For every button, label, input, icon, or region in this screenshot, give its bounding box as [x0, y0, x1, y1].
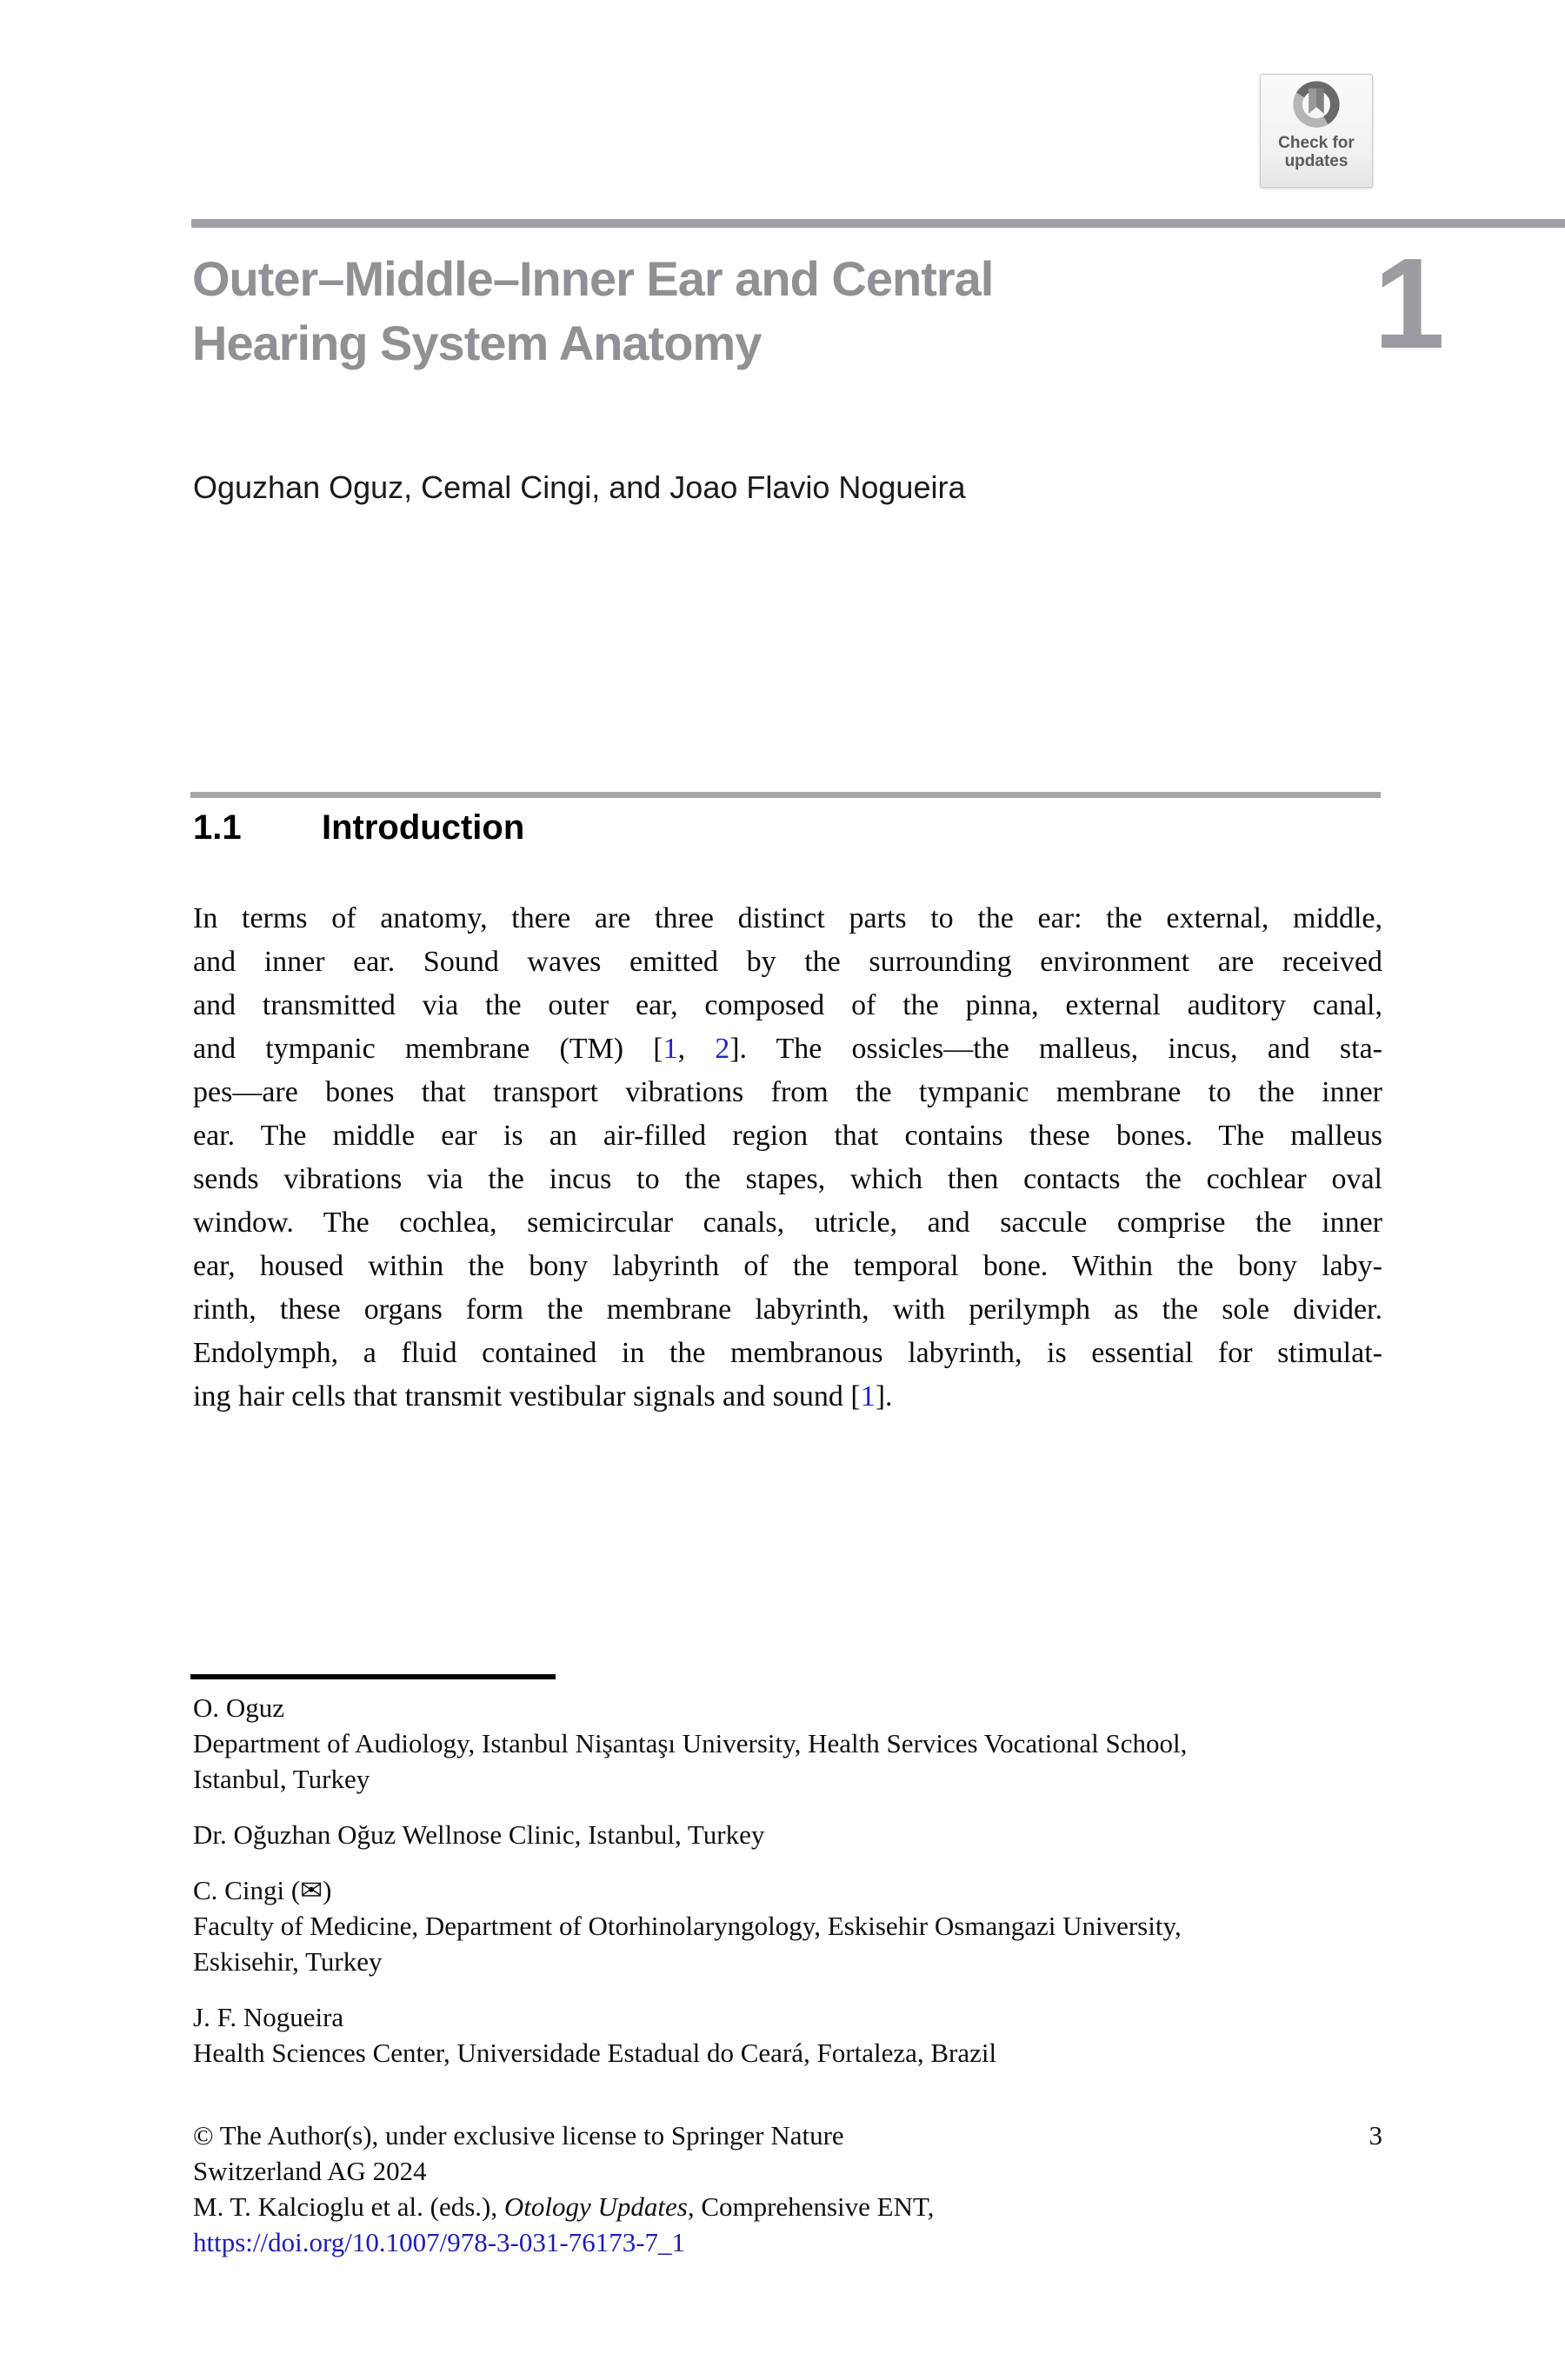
body-line: In terms of anatomy, there are three distinct parts to the ear: the external, middle,	[193, 902, 1382, 934]
affiliation-line: Health Sciences Center, Universidade Estadual do Ceará, Fortaleza, Brazil	[193, 2038, 997, 2068]
body-line: Endolymph, a fluid contained in the membranous labyrinth, is essential for stimulat-	[193, 1337, 1382, 1369]
affiliation-line: Eskisehir, Turkey	[193, 1946, 383, 1977]
chapter-title-line2: Hearing System Anatomy	[192, 316, 762, 370]
body-line: window. The cochlea, semicircular canals, utricle, and saccule comprise the inner	[193, 1207, 1382, 1239]
body-line: pes—are bones that transport vibrations from the tympanic membrane to the inner	[193, 1076, 1382, 1108]
section-rule	[190, 792, 1381, 798]
section-heading	[193, 808, 524, 848]
body-line	[193, 1027, 1382, 1071]
section-title: Introduction	[322, 808, 525, 847]
doi-link[interactable]: https://doi.org/10.1007/978-3-031-76173-7_1	[193, 2227, 686, 2257]
affiliation-line: Department of Audiology, Istanbul Nişantaşı University, Health Services Vocational School,	[193, 1728, 1188, 1758]
affiliation-author-name	[193, 1872, 1382, 1908]
chapter-title-line1: Outer–Middle–Inner Ear and Central	[192, 251, 994, 306]
body-line	[193, 1375, 1382, 1419]
body-line: ear, housed within the bony labyrinth of the temporal bone. Within the bony laby-	[193, 1250, 1382, 1282]
check-for-updates-badge[interactable]	[1260, 74, 1373, 188]
author-affiliations	[193, 1690, 1382, 2091]
citation-ref-2[interactable]: 2	[715, 1033, 730, 1065]
check-for-updates-icon	[1289, 79, 1343, 133]
chapter-authors: Oguzhan Oguz, Cemal Cingi, and Joao Flavio Nogueira	[193, 469, 966, 505]
copyright-line1: © The Author(s), under exclusive license to Springer Nature	[193, 2120, 844, 2151]
affiliation-nogueira	[193, 1999, 1382, 2071]
copyright-line2: Switzerland AG 2024	[193, 2156, 427, 2186]
footnote-rule	[190, 1674, 556, 1679]
body-line: rinth, these organs form the membrane labyrinth, with perilymph as the sole divider.	[193, 1293, 1382, 1326]
body-line: sends vibrations via the incus to the stapes, which then contacts the cochlear oval	[193, 1163, 1382, 1195]
body-text: ].	[875, 1380, 893, 1413]
affiliation-line: Faculty of Medicine, Department of Otorhinolaryngology, Eskisehir Osmangazi University,	[193, 1911, 1182, 1941]
copyright-footer	[193, 2117, 1382, 2260]
affiliation-name-text: )	[323, 1875, 332, 1905]
chapter-title	[192, 247, 1322, 376]
affiliation-name-text: C. Cingi (	[193, 1875, 301, 1905]
body-text: ing hair cells that transmit vestibular signals and sound [	[193, 1380, 861, 1413]
copyright-line3	[193, 2189, 1382, 2224]
affiliation-oguz	[193, 1690, 1382, 1797]
body-line: and inner ear. Sound waves emitted by the surrounding environment are received	[193, 946, 1382, 978]
body-text: and tympanic membrane (TM) [	[193, 1033, 663, 1065]
body-text: ]. The ossicles—the malleus, incus, and sta-	[729, 1033, 1382, 1065]
affiliation-wellnose	[193, 1817, 1382, 1852]
affiliation-line: Istanbul, Turkey	[193, 1764, 370, 1794]
badge-label-line2: updates	[1284, 152, 1349, 170]
affiliation-author-name: J. F. Nogueira	[193, 2002, 344, 2032]
body-text: ,	[677, 1033, 716, 1065]
envelope-icon: ✉	[300, 1875, 323, 1905]
chapter-number: 1	[1373, 232, 1445, 376]
affiliation-line: Dr. Oğuzhan Oğuz Wellnose Clinic, Istanbul, Turkey	[193, 1819, 765, 1850]
body-line: and transmitted via the outer ear, composed of the pinna, external auditory canal,	[193, 989, 1382, 1021]
series-text: , Comprehensive ENT,	[687, 2191, 935, 2222]
affiliation-cingi	[193, 1872, 1382, 1979]
editors-text: M. T. Kalcioglu et al. (eds.),	[193, 2191, 504, 2222]
citation-ref-1[interactable]: 1	[663, 1033, 678, 1065]
book-title: Otology Updates	[503, 2191, 688, 2222]
chapter-top-rule	[191, 219, 1565, 228]
badge-label-line1: Check for	[1278, 134, 1355, 152]
introduction-paragraph	[193, 897, 1382, 1419]
citation-ref-1[interactable]: 1	[860, 1380, 876, 1413]
body-line: ear. The middle ear is an air-filled region that contains these bones. The malleus	[193, 1120, 1382, 1152]
affiliation-author-name: O. Oguz	[193, 1692, 285, 1723]
page-number: 3	[1369, 2120, 1382, 2151]
section-number: 1.1	[193, 808, 242, 847]
